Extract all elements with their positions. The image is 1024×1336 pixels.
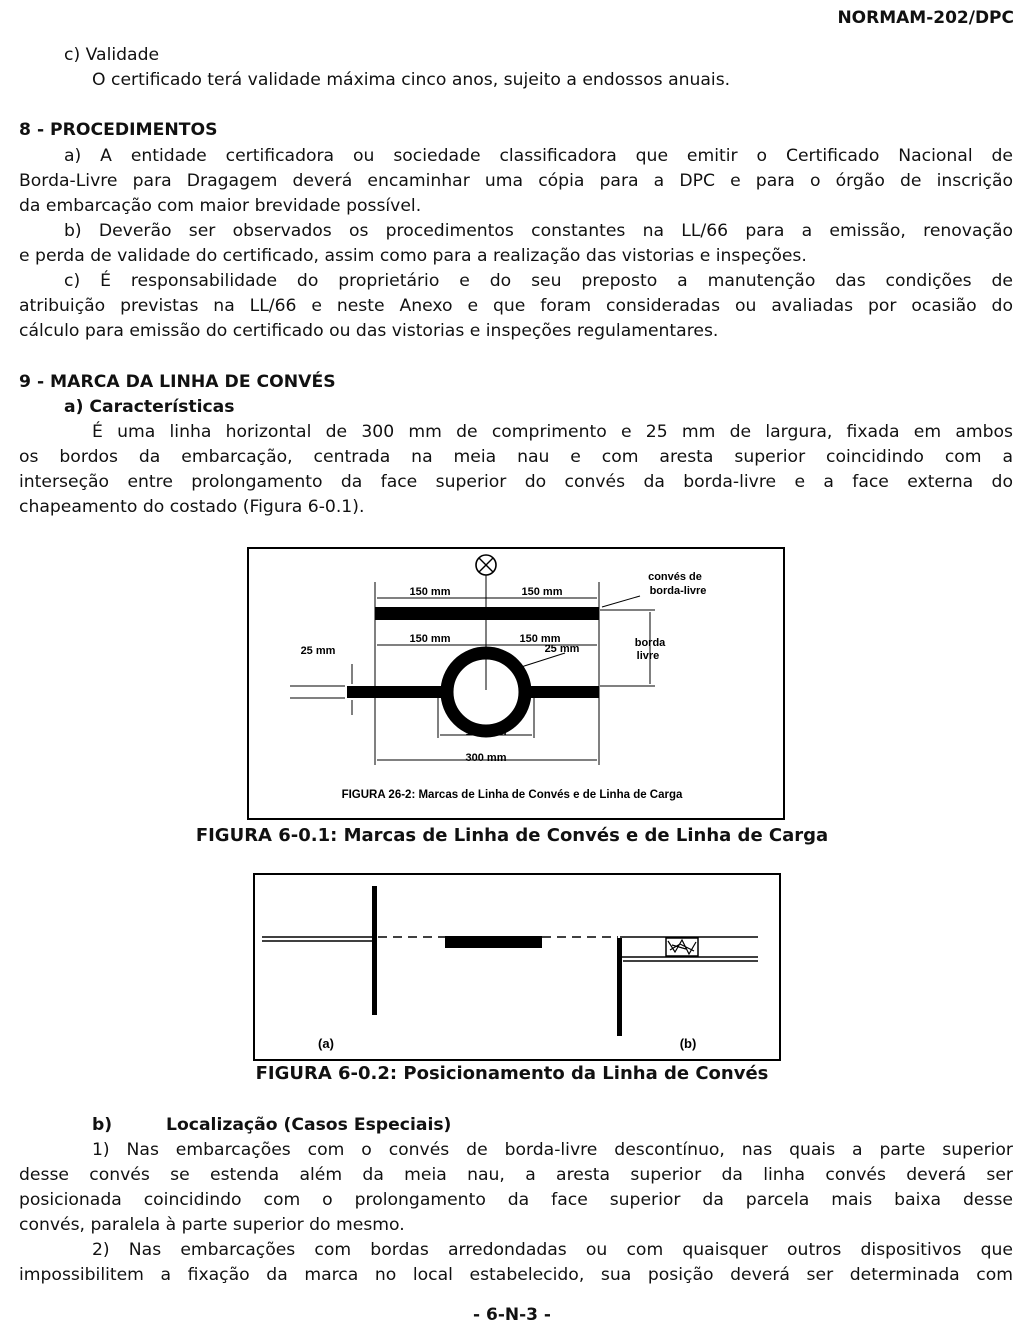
validity-text: O certificado terá validade máxima cinco anos, sujeito a endossos anuais. <box>92 70 731 90</box>
paragraph-line: interseção entre prolongamento da face superior do convés da borda-livre e a face externa do <box>19 472 1013 492</box>
paragraph-line: posicionada coincidindo com o prolongamento da face superior da parcela mais baixa desse <box>19 1190 1013 1210</box>
label-deck-2: borda-livre <box>649 585 707 597</box>
deck-line-load-line-figure <box>246 546 786 821</box>
section-8-heading: 8 - PROCEDIMENTOS <box>19 120 218 140</box>
label-freeboard: borda <box>634 637 666 649</box>
paragraph-line: os bordos da embarcação, centrada na meia nau e com aresta superior coincidindo com a <box>19 447 1013 467</box>
deck-line-mark <box>445 936 542 948</box>
paragraph-line: b) Deverão ser observados os procedimentos constantes na LL/66 para a emissão, renovação <box>64 221 1013 241</box>
dim-ring-thickness: 25 mm <box>544 643 580 655</box>
label-freeboard-2: livre <box>636 650 660 662</box>
section-b-number: b) <box>92 1115 113 1135</box>
dim-top-right: 150 mm <box>521 586 563 598</box>
figure-2-caption: FIGURA 6-0.2: Posicionamento da Linha de Convés <box>255 1063 769 1084</box>
document-header: NORMAM-202/DPC <box>837 8 1014 28</box>
figure-inner-caption: FIGURA 26-2: Marcas de Linha de Convés e de Linha de Carga <box>341 789 683 801</box>
side-plating-a <box>372 886 377 1015</box>
figure-frame <box>254 874 780 1060</box>
validity-heading: c) Validade <box>64 45 160 65</box>
dim-mid-right: 150 mm <box>519 633 561 645</box>
paragraph-line: 2) Nas embarcações com bordas arredondadas ou com quaisquer outros dispositivos que <box>92 1240 1013 1260</box>
dim-top-left: 150 mm <box>409 586 451 598</box>
paragraph-line: convés, paralela à parte superior do mesmo. <box>19 1215 405 1235</box>
section-9-heading: 9 - MARCA DA LINHA DE CONVÉS <box>19 372 336 392</box>
section-9a-heading: a) Características <box>64 397 235 417</box>
dim-mid-left: 150 mm <box>409 633 451 645</box>
paragraph-line: chapeamento do costado (Figura 6-0.1). <box>19 497 365 517</box>
label-case-a: (a) <box>318 1036 334 1051</box>
paragraph-line: c) É responsabilidade do proprietário e do seu preposto a manutenção das condições de <box>64 271 1013 291</box>
load-line-bar-left <box>347 686 447 698</box>
dim-ring-diameter: 180 mm <box>465 726 507 738</box>
section-b-heading: Localização (Casos Especiais) <box>166 1115 452 1135</box>
deck-line-mark <box>375 607 599 620</box>
paragraph-line: impossibilitem a fixação da marca no local estabelecido, sua posição deverá ser determinada com <box>19 1265 1013 1285</box>
paragraph-line: Borda-Livre para Dragagem deverá encaminhar uma cópia para a DPC e para o órgão de inscrição <box>19 171 1013 191</box>
paragraph-line: É uma linha horizontal de 300 mm de comprimento e 25 mm de largura, fixada em ambos <box>92 422 1013 442</box>
load-line-bar-right <box>524 686 599 698</box>
deck-line-position-figure <box>252 872 782 1062</box>
paragraph-line: atribuição previstas na LL/66 e neste Anexo e que foram consideradas ou avaliadas por ocasião do <box>19 296 1013 316</box>
deck-covering-icon <box>666 938 698 956</box>
side-plating-b <box>617 938 622 1036</box>
paragraph-line: cálculo para emissão do certificado ou das vistorias e inspeções regulamentares. <box>19 321 719 341</box>
label-deck: convés de <box>648 571 702 583</box>
paragraph-line: desse convés se estenda além da meia nau, a aresta superior da linha convés deverá ser <box>19 1165 1013 1185</box>
dim-total-length: 300 mm <box>465 752 507 764</box>
figure-1-caption: FIGURA 6-0.1: Marcas de Linha de Convés e de Linha de Carga <box>195 825 829 846</box>
page-number: - 6-N-3 - <box>473 1305 551 1325</box>
paragraph-line: a) A entidade certificadora ou sociedade classificadora que emitir o Certificado Nacional de <box>64 146 1013 166</box>
paragraph-line: 1) Nas embarcações com o convés de borda-livre descontínuo, nas quais a parte superior <box>92 1140 1013 1160</box>
paragraph-line: e perda de validade do certificado, assim como para a realização das vistorias e inspeções. <box>19 246 807 266</box>
label-case-b: (b) <box>679 1036 697 1051</box>
paragraph-line: da embarcação com maior brevidade possível. <box>19 196 422 216</box>
dim-line-width: 25 mm <box>300 645 336 657</box>
